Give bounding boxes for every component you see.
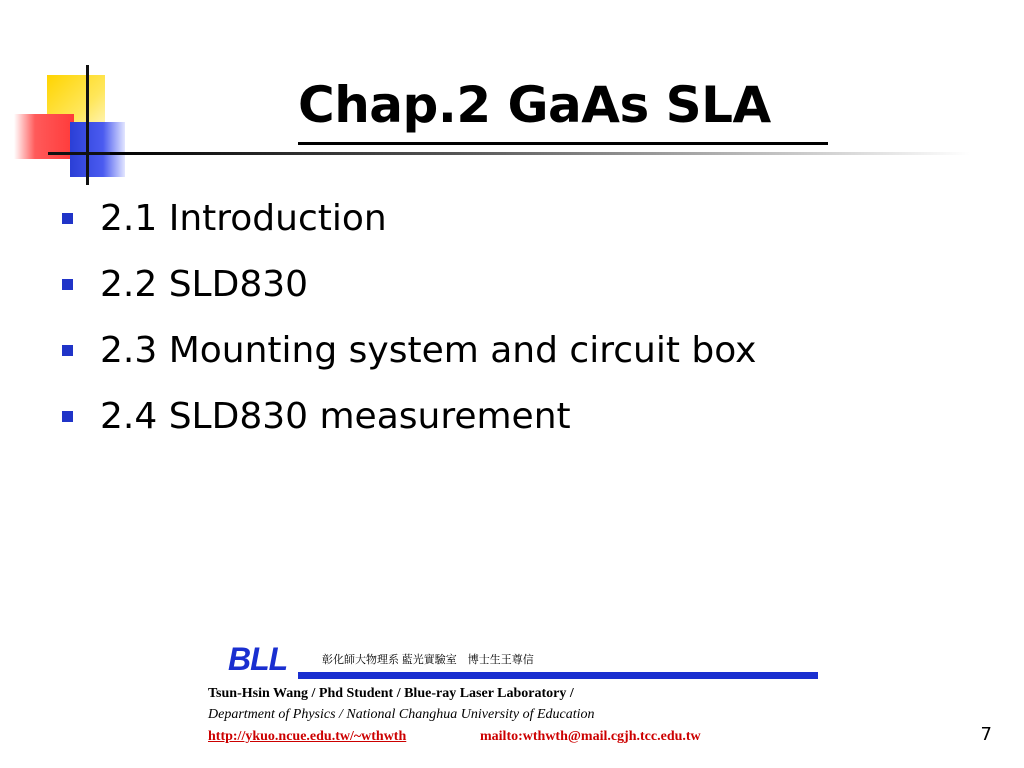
footer-author-line: Tsun-Hsin Wang / Phd Student / Blue-ray Laser Laboratory / <box>208 686 574 701</box>
bullet-text: 2.4 SLD830 measurement <box>100 395 571 437</box>
vertical-line-decoration <box>86 65 89 185</box>
email-link[interactable]: mailto:wthwth@mail.cgjh.tcc.edu.tw <box>480 729 701 744</box>
page-number: 7 <box>980 724 992 745</box>
bll-logo: BLL <box>228 641 288 677</box>
footer-chinese-text: 彰化師大物理系 藍光實驗室 博士生王尊信 <box>322 654 534 666</box>
homepage-link[interactable]: http://ykuo.ncue.edu.tw/~wthwth <box>208 729 407 744</box>
bullet-item <box>62 251 756 317</box>
square-bullet-icon <box>62 411 73 422</box>
bullet-item <box>62 317 756 383</box>
bullet-item <box>62 185 756 251</box>
square-bullet-icon <box>62 213 73 224</box>
bullet-item <box>62 383 756 449</box>
title-decoration <box>0 0 150 190</box>
bullet-text: 2.3 Mounting system and circuit box <box>100 329 757 371</box>
bullet-text: 2.1 Introduction <box>100 197 387 239</box>
horizontal-line-decoration <box>48 152 110 155</box>
footer-logo-bar <box>298 672 818 679</box>
footer-department-line: Department of Physics / National Changhua University of Education <box>208 707 595 722</box>
square-bullet-icon <box>62 279 73 290</box>
slide-title: Chap.2 GaAs SLA <box>298 76 771 134</box>
blue-square-decoration <box>70 122 125 177</box>
title-divider <box>110 152 970 155</box>
square-bullet-icon <box>62 345 73 356</box>
bullet-text: 2.2 SLD830 <box>100 263 309 305</box>
title-underline <box>298 142 828 145</box>
bullet-list <box>62 185 756 449</box>
